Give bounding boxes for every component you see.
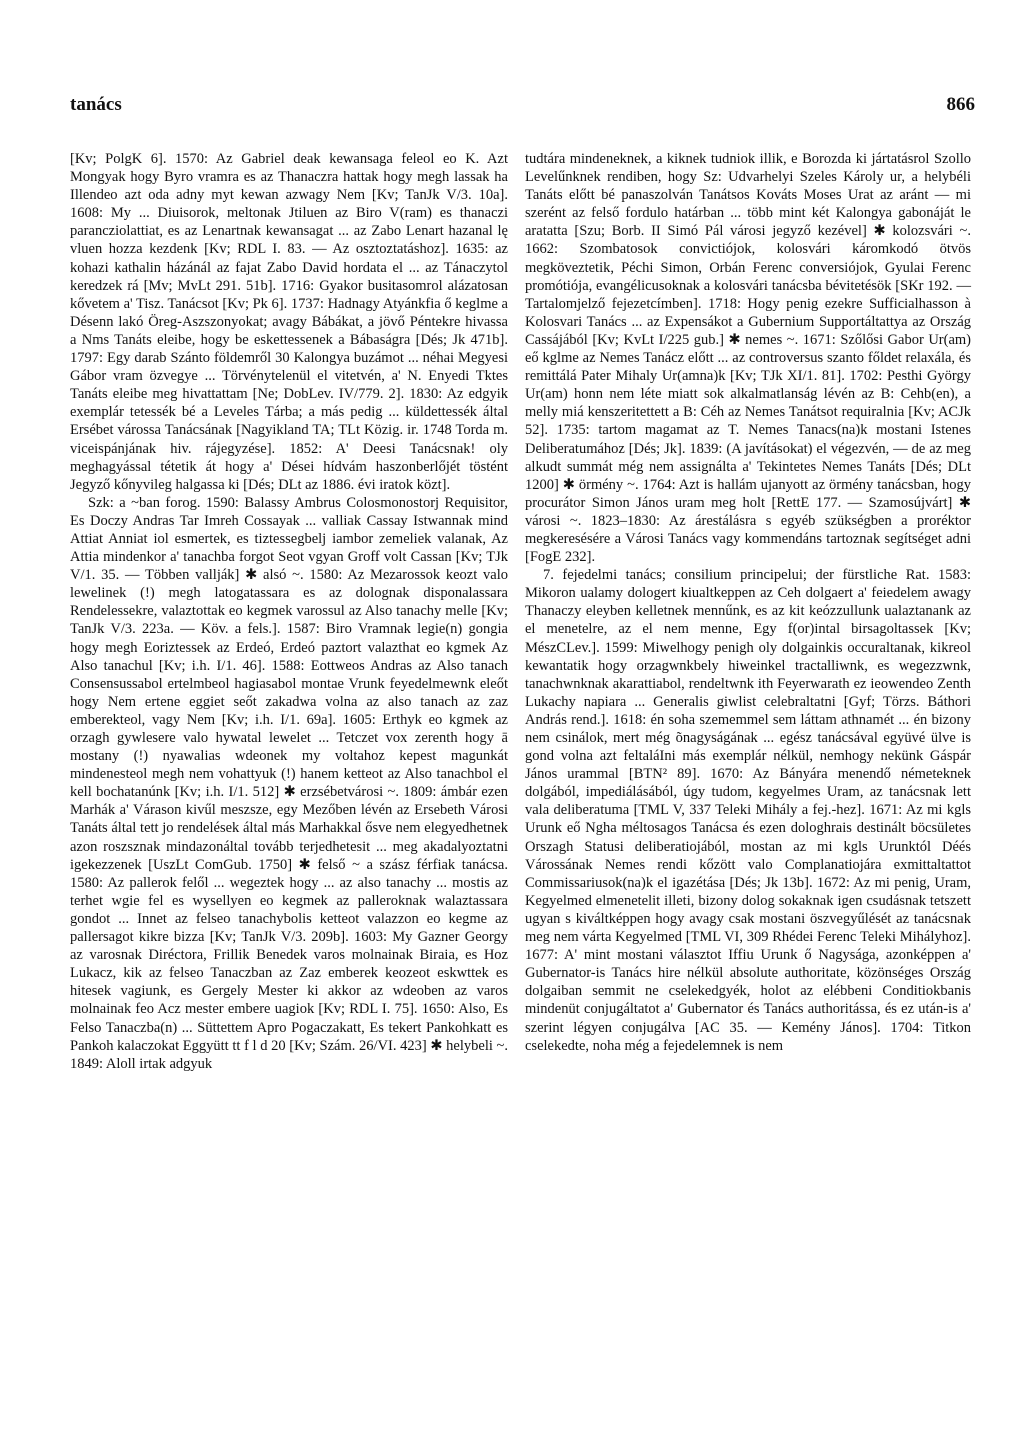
running-head-word: tanács [70, 94, 122, 115]
page-header [70, 94, 975, 124]
page-number: 866 [946, 94, 975, 115]
left-paragraph-1: [Kv; PolgK 6]. 1570: Az Gabriel deak kewansaga feleol eo K. Azt Mongyak hogy Byro vramra es az Thanaczra hattak hogy megh lassak ha Illendeo azt oda adny myt kewan azwagy Nem [Kv; TanJk V/3. 10a]. 1608: My ... Diuisorok, meltonak Jtiluen az Biro V(ram) es thanaczi parancziolattiat, es az Lenartnak kewansagat ... az Zabo Lenart hazanal lę vluen hozza kezdenk [Kv; RDL I. 83. — Az osztoztatáshoz]. 1635: az kohazi kathalin házánál az fajat Zabo David hordata el ... az Tánaczytol keredzek rá [Mv; MvLt 291. 51b]. 1716: Gyakor busitasomrol alázatosan kővetem a' Tisz. Tanácsot [Kv; Pk 6]. 1737: Hadnagy Atyánkfia ő keglme a Désenn lakó Öreg-Aszszonyokat; avagy Bábákat, a jövő Péntekre hivassa a Nms Tanáts eleibe, hogy be eskettessenek a Bábaságra [Dés; Jk 471b]. 1797: Egy darab Szánto földemről 30 Kalongya buzámot ... néhai Megyesi Gábor vram özvegye ... Törvénytelenül el vitetvén, a' N. Enyedi Tktes Tanáts eleibe meg hivattattam [Ne; DobLev. IV/779. 2]. 1830: Az edgyik exemplár tetessék bé a Leveles Tárba; a más pedig ... küldettessék által Ersébet várossa Tanácsának [Nagyikland TA; TLt Közig. ir. 1748 Torda m. viceispánjának hiv. rájegyzése]. 1852: A' Deesi Tanácsnak! oly meghagyással tétetik át hogy a' Dései hídvám haszonberlőjét töstént Jegyző kőnyvileg halgassa ki [Dés; DLt az 1886. évi iratok közt]. [70, 151, 508, 493]
left-paragraph-2: Szk: a ~ban forog. 1590: Balassy Ambrus Colosmonostorj Requisitor, Es Doczy Andras Tar Imreh Cossayak ... valliak Cassay Istwannak mind Attiat Anniat iol esmertek, es tiztessegbelj iambor zemeliek valanak, Az Attia mindenkor a' tanachba forgot Seot vgyan Groff volt Cassan [Kv; TJk V/1. 35. — Többen vallják] ✱ alsó ~. 1580: Az Mezarossok keozt valo lewelinek (!) megh latogatassara es az dolognak disponalassara Rendelessekre, valaztottak eo kegmek varossul az Also tanachy melle [Kv; TanJk V/3. 223a. — Köv. a fels.]. 1587: Biro Vramnak legie(n) gongia hogy megh Eoriztessek az Erdeó, Erdeó paztort valazthat eo kgmek Az Also tanachul [Kv; i.h. I/1. 46]. 1588: Eottweos Andras az Also tanach Consensussabol ertelmbeol hagiasabol montae Vrunk feyedelmewnk eleőt hogy Nem ertene eggiet seőt zakadwa volna az also tanach az zaz emberekteol, vagy Nem [Kv; i.h. I/1. 69a]. 1605: Erthyk eo kgmek az orzagh gywlesere valo hywatal lewelet ... Tetczet vox zerenth hogy ā mostany (!) nyawalias wdeonek my voltahoz kepest magunkát mindenesteol megh nem vohattyuk (!) hanem ketteot az Also tanachbol el kell bochatanúnk [Kv; i.h. I/1. 512] ✱ erzsébetvárosi ~. 1809: ámbár ezen Marhák a' Várason kivűl meszsze, egy Mezőben lévén az Ersebeth Városi Tanáts által tett jo rendelések által más Marhakkal ősve nem elegyedhetnek azon roszsznak mindazonáltal tovább terjedhetesit ... meg akadalyoztatni igekezzenek [UszLt ComGub. 1750] ✱ felső ~ a szász férfiak tanácsa. 1580: Az pallerok felől ... wegeztek hogy ... az also tanachy ... mostis az terhet wgie fel es wysellyen eo kegmek az palleroknak walaztassara gondot ... Innet az felseo tanachybolis ketteot valazzon eo kegme az pallersagot kikre bizza [Kv; TanJk V/3. 209b]. 1603: My Gazner Georgy az varosnak Diréctora, Frillik Benedek varos molnainak Biraia, es Hoz Lukacz, kik az felseo Tanaczban az Zaz emberek keozeot eskwttek es hitesek vagiunk, es Gergely Mester ki akkor az wdeoben az varos molnainak feo Acz mester embere uagiok [Kv; RDL I. 75]. 1650: Also, Es Felso Tanaczba(n) ... Süttettem Apro Pogaczakatt, Es tekert Pankohkatt es Pankoh kalaczokat Eggyütt tt f l d 20 [Kv; Szám. 26/VI. 423] ✱ helybeli ~. 1849: Aloll irtak adgyuk [70, 494, 508, 1072]
left-column [70, 150, 508, 1073]
right-column [525, 150, 971, 1055]
right-paragraph-1: tudtára mindeneknek, a kiknek tudniok illik, e Borozda ki jártatásrol Szollo Levelűnknek rendiben, hogy Sz: Udvarhelyi Szeles Károly ur, a helybéli Tanáts előtt bé panaszolván Tanátsos Kováts Moses Urat az aránt — mi szerént az felső fordulo határban ... több mint két Kalongya gabonáját le aratatta [Szu; Borb. II Simó Pál városi jegyző kezével] ✱ kolozsvári ~. 1662: Szombatosok convictiójok, kolosvári káromkodó ötvös megköveztetik, Péchi Simon, Orbán Ferenc conversiójok, Gyulai Ferenc promótiója, evangélicusoknak a kolosvári tanácsba bévitetésök [SKr 192. — Tartalomjelző fejezetcímben]. 1718: Hogy penig ezekre Sufficialhasson à Kolosvari Tanács ... az Expensákot a Gubernium Supportáltattya az Ország Cassájából [Kv; KvLt I/225 gub.] ✱ nemes ~. 1671: Szőlősi Gabor Ur(am) eő kglme az Nemes Tanácz előtt ... az controversus szanto főldet relaxála, és remittálá Pater Mihaly Ur(amna)k [Kv; TJk XI/1. 81]. 1702: Pesthi György Ur(am) honn nem léte miatt sok alkalmatlanság lévén az B: Cehb(en), a melly miá kenszeritettett a B: Céh az Nemes Tanátsot requiralnia [Kv; ACJk 52]. 1735: tartom magamat az T. Nemes Tanacs(na)k mostani Istenes Deliberatumához [Dés; Jk]. 1839: (A javításokat) el végezvén, — de az meg alkudt summát még nem assignálta a' Tekintetes Nemes Tanáts [Dés; DLt 1200] ✱ örmény ~. 1764: Azt is hallám ujanyott az örmény tanácsban, hogy procurátor Simon János uram meg holt [RettE 177. — Szamosújvárt] ✱ városi ~. 1823–1830: Az árestálásra s egyéb szükségben a proréktor megkeresésére a Városi Tanács vagy kommendáns tartoznak segítséget adni [FogE 232]. [525, 151, 971, 566]
right-paragraph-2: 7. fejedelmi tanács; consilium principelui; der fürstliche Rat. 1583: Mikoron ualamy dologert kiualtkeppen az Ceh dolgaert a' feiedelem awagy Thanaczy eleyben kelletnek mennűnk, es az kit keózzullunk ualaztanank az el menetelre, az el nem menne, Egy f(or)intal birsagoltassek [Kv; MészCLev.]. 1599: Miwelhogy penigh oly dolgainkis occuraltanak, kikreol kewantatik hogy orzagwnkbely hiweinkel tractalliwnk, es wegezzwnk, tanachwnknak akarattiabol, rendeltwnk ith Feyerwarath ez ieowendeo Zenth Lukachy napiara ... Generalis giwlist celebraltatni [Gyf; Törzs. Báthori András rend.]. 1618: én soha szememmel sem láttam athnamét ... én bizony nem csinálok, mert még õnagyságának ... egész tanácsával együvé ülve is gond volna azt feltaláIni más exemplár nélkül, nemhogy nekünk Gáspár János urammal [BTN² 89]. 1670: Az Bányára menendő németeknek dolgából, impediálásából, úgy tudom, kegyelmes Uram, az tanácsnak lett vala deliberatuma [TML V, 337 Teleki Mihály a fej.-hez]. 1671: Az mi kgls Urunk eő Ngha méltosagos Tanácsa és ezen dologhrais destinált böcsületes Orszagh Statusi deliberatiojából, mostan az mi kgls Urunktól Déés Várossának Nemes rendi kőzött valo Complanatiojára exmittaltattot Commissariusok(na)k el igazétása [Dés; Jk 13b]. 1672: Az mi penig, Uram, Kegyelmed elmenetelit illeti, bizony dolog sokaknak igen csudásnak tetszett ugyan s kiváltképpen hogy avagy csak mostani öszvegyűlését az tanácsnak meg nem várta Kegyelmed [TML VI, 309 Rhédei Ferenc Teleki Mihályhoz]. 1677: A' mint mostani választot Iffiu Urunk ő Nagysága, azonképpen a' Gubernator-is Tanács hire nélkül absolute authoritate, közönséges Ország dolgaiban semmit ne cselekedgyék, holot az elébbeni Conditiokbanis mindenüt conjugáltatot a' Gubernator és Tanács authoritássa, és ez után-is a' szerint légyen conjugálva [AC 35. — Kemény János]. 1704: Titkon cselekedte, noha még a fejedelemnek is nem [525, 567, 971, 1054]
